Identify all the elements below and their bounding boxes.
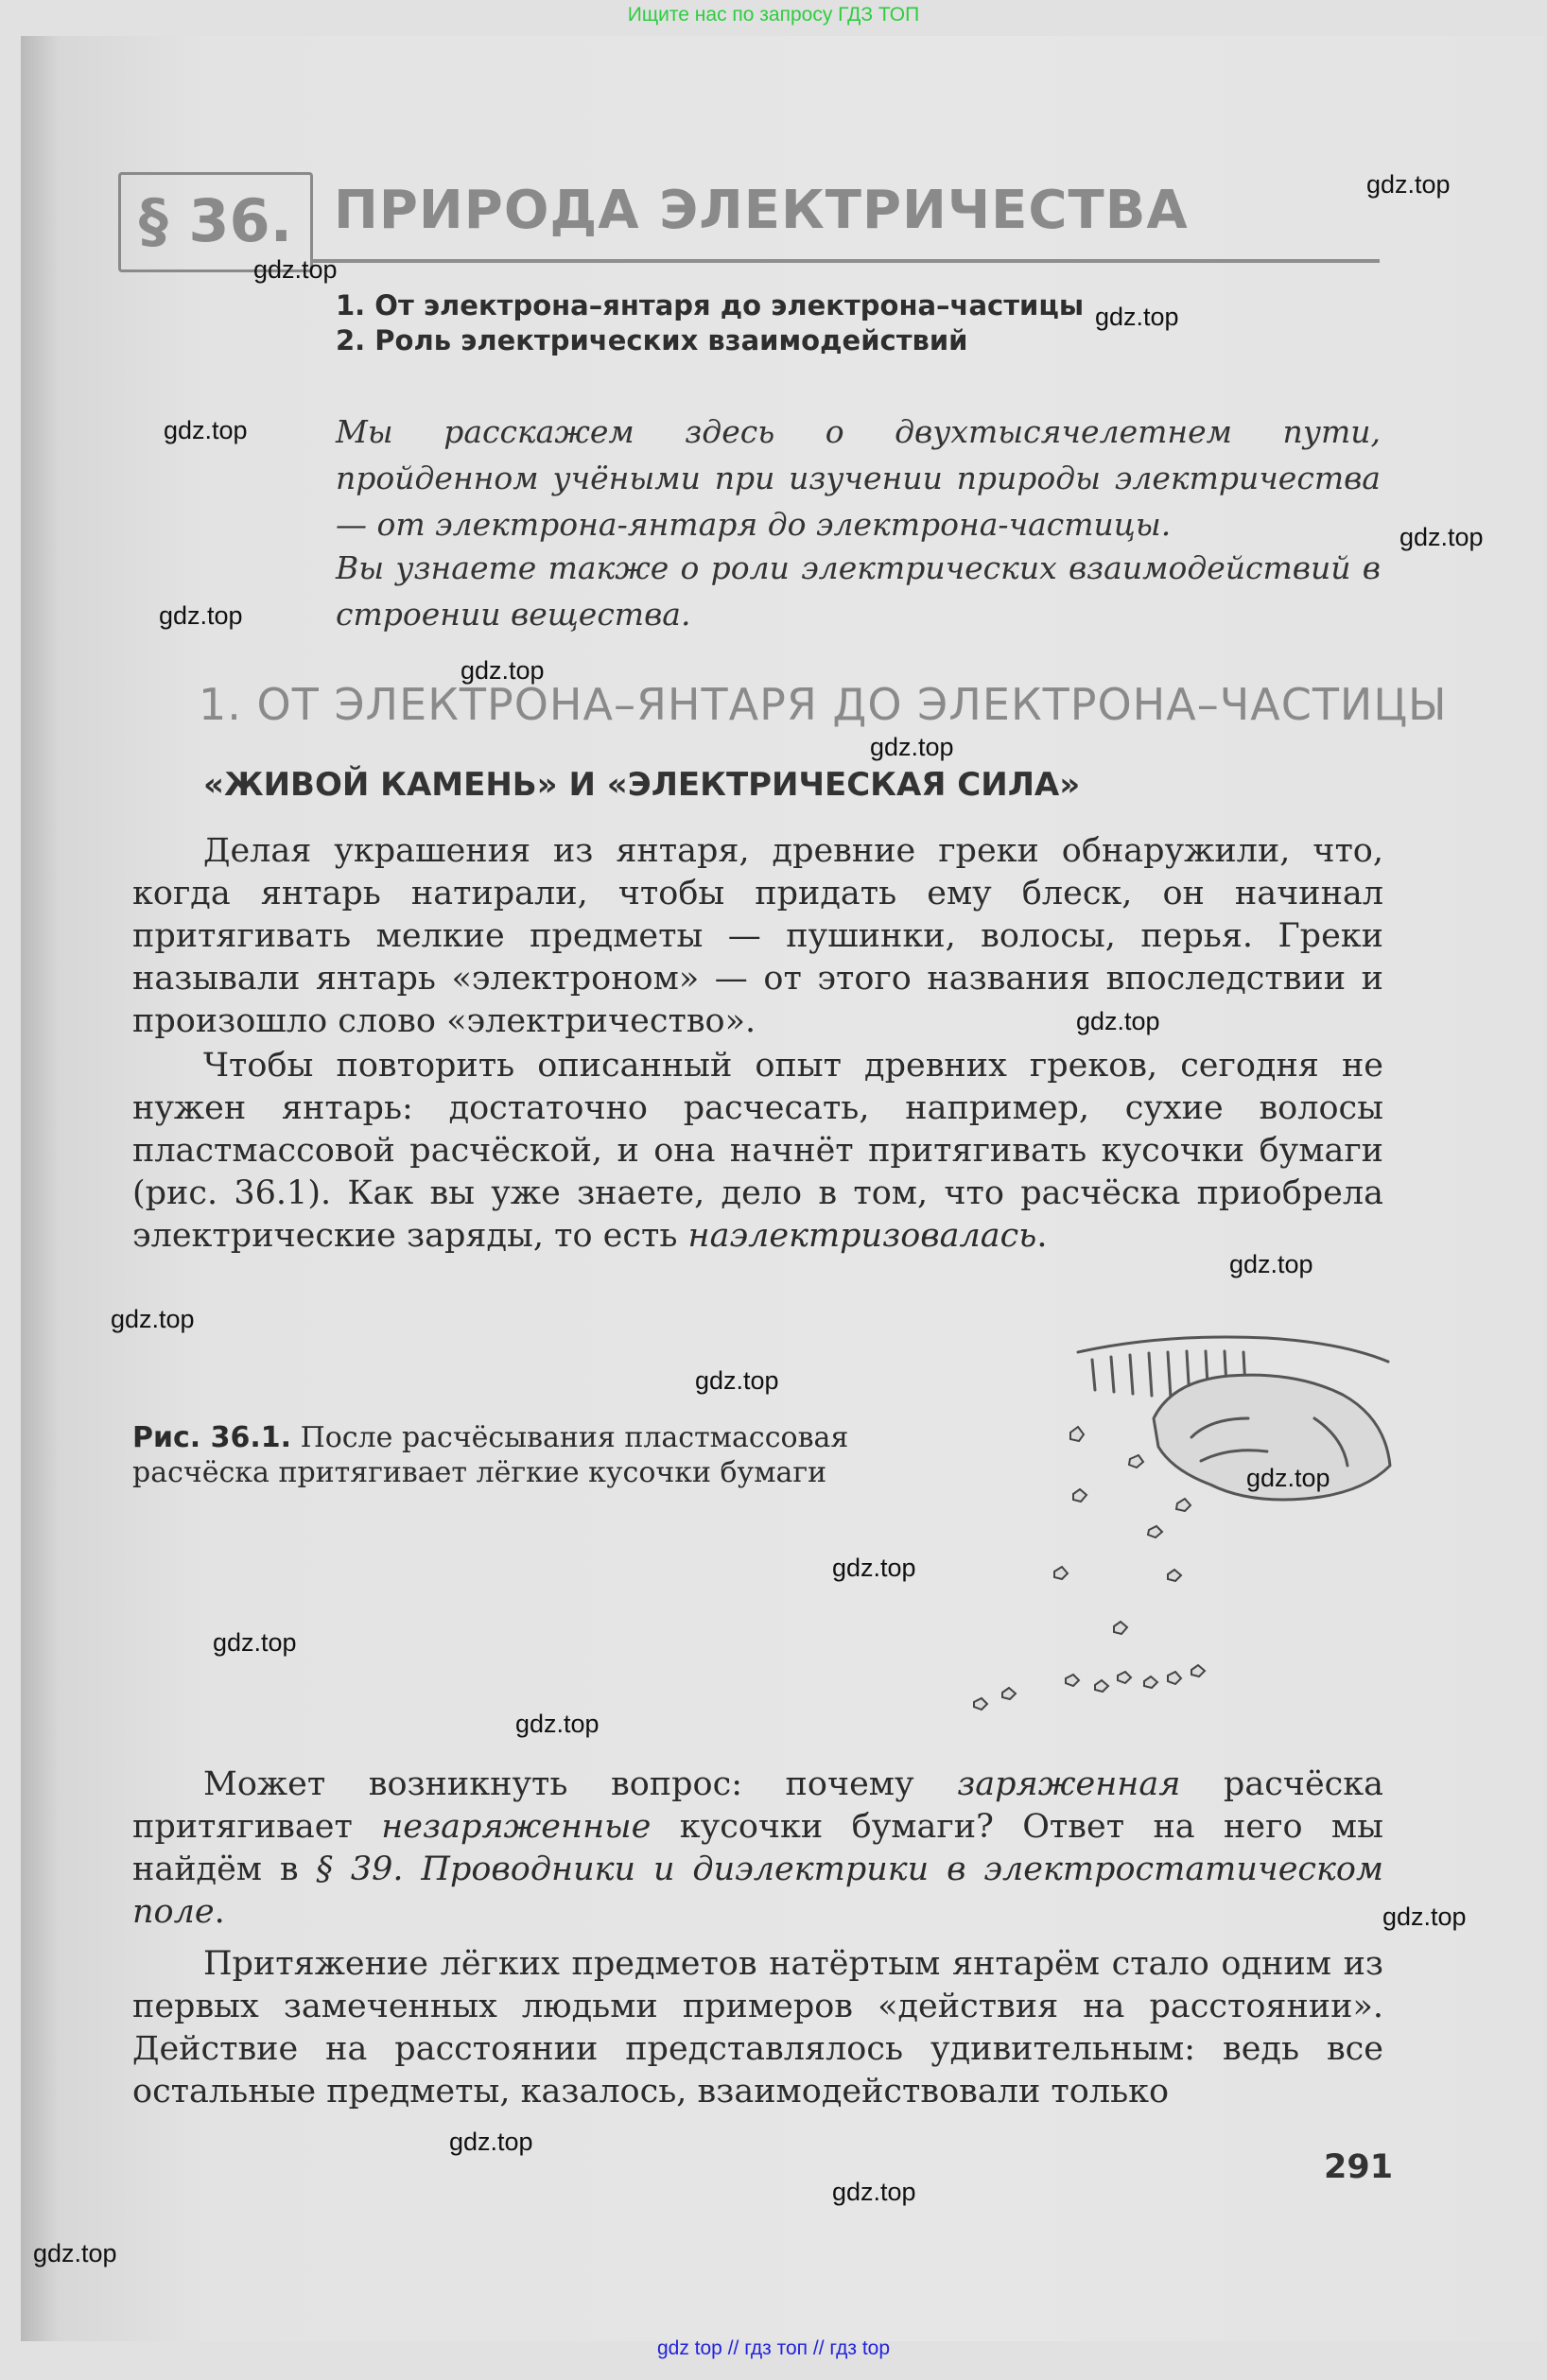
figure-caption	[132, 1420, 917, 1490]
section-number: § 36.	[118, 172, 313, 272]
watermark: gdz.top	[253, 255, 338, 284]
watermark: gdz.top	[832, 2178, 916, 2206]
watermark: gdz.top	[33, 2239, 117, 2267]
header-rule	[311, 259, 1380, 263]
paragraph-3-text-2: расчёска притягивает	[132, 1765, 1383, 1846]
watermark: gdz.top	[213, 1628, 297, 1657]
paragraph-3	[132, 1763, 1383, 1934]
figure-caption-text: После расчёсывания пластмассовая расчёска притягивает лёгкие кусочки бумаги	[132, 1421, 849, 1489]
watermark: gdz.top	[1076, 1007, 1160, 1035]
watermark: gdz.top	[1229, 1250, 1313, 1278]
watermark: gdz.top	[870, 733, 954, 761]
toc-item-1: 1. От электрона–янтаря до электрона–частицы	[336, 289, 1085, 321]
paper-scraps	[974, 1427, 1205, 1710]
watermark: gdz.top	[111, 1305, 195, 1333]
watermark: gdz.top	[695, 1366, 779, 1395]
watermark: gdz.top	[1399, 523, 1484, 551]
top-banner[interactable]: Ищите нас по запросу ГДЗ ТОП	[627, 4, 920, 26]
watermark: gdz.top	[449, 2128, 533, 2156]
paragraph-3-text-1: Может возникнуть вопрос: почему	[203, 1765, 958, 1803]
bottom-banner[interactable]: gdz top // гдз топ // гдз top	[656, 2337, 891, 2359]
paragraph-3-italic-2: незаряженные	[381, 1808, 652, 1846]
watermark: gdz.top	[159, 601, 243, 630]
paragraph-1-text: Делая украшения из янтаря, древние греки обнаружили, что, когда янтарь натирали, чтобы придать ему блеск, он начинал притягивать мелкие предметы — пушинки, волосы, перья. Греки называли янтарь «электроном» — от этого названия впоследствии и произошло слово «электричество».	[132, 832, 1383, 1040]
paragraph-4	[132, 1943, 1383, 2113]
watermark: gdz.top	[515, 1710, 600, 1738]
watermark: gdz.top	[164, 416, 248, 444]
paragraph-3-text-4: .	[214, 1893, 225, 1931]
intro-paragraph-2: Вы узнаете также о роли электрических взаимодействий в строении вещества.	[336, 549, 1381, 633]
page-number: 291	[1324, 2148, 1394, 2186]
comb-illustration	[870, 1305, 1399, 1740]
paragraph-2-end: .	[1036, 1217, 1048, 1255]
intro-paragraph-1: Мы расскажем здесь о двухтысячелетнем пути, пройденном учёными при изучении природы электричества — от электрона-янтаря до электрона-частицы.	[336, 413, 1381, 543]
paragraph-2	[132, 1045, 1383, 1258]
paragraph-3-reference: § 39. Проводники и диэлектрики в электростатическом поле	[132, 1850, 1383, 1931]
paragraph-1	[132, 830, 1383, 1043]
watermark: gdz.top	[832, 1554, 916, 1582]
paragraph-3-text-3: кусочки бумаги? Ответ на него мы найдём в	[132, 1808, 1383, 1888]
paragraph-2-italic: наэлектризовалась	[687, 1217, 1037, 1255]
subsection-heading: 1. ОТ ЭЛЕКТРОНА–ЯНТАРЯ ДО ЭЛЕКТРОНА–ЧАСТИЦЫ	[199, 679, 1448, 730]
figure-label: Рис. 36.1.	[132, 1421, 292, 1454]
paragraph-2-text: Чтобы повторить описанный опыт древних греков, сегодня не нужен янтарь: достаточно расчесать, например, сухие волосы пластмассовой расчёской, и она начнёт притягивать кусочки бумаги (рис. 36.1). Как вы уже знаете, дело в том, что расчёска приобрела электрические заряды, то есть	[132, 1047, 1383, 1255]
watermark: gdz.top	[1382, 1902, 1467, 1931]
watermark: gdz.top	[1095, 303, 1179, 331]
topic-heading: «ЖИВОЙ КАМЕНЬ» И «ЭЛЕКТРИЧЕСКАЯ СИЛА»	[203, 766, 1081, 804]
paragraph-3-italic-1: заряженная	[957, 1765, 1181, 1803]
hand-with-comb	[1078, 1337, 1390, 1500]
watermark: gdz.top	[1246, 1464, 1330, 1492]
paragraph-4-text: Притяжение лёгких предметов натёртым янтарём стало одним из первых замеченных людьми примеров «действия на расстоянии». Действие на расстоянии представлялось удивительным: ведь все остальные предметы, казалось, взаимодействовали только	[132, 1945, 1383, 2111]
toc-item-2: 2. Роль электрических взаимодействий	[336, 324, 968, 356]
watermark: gdz.top	[1366, 170, 1451, 199]
section-title: ПРИРОДА ЭЛЕКТРИЧЕСТВА	[334, 180, 1189, 241]
watermark: gdz.top	[461, 656, 545, 685]
